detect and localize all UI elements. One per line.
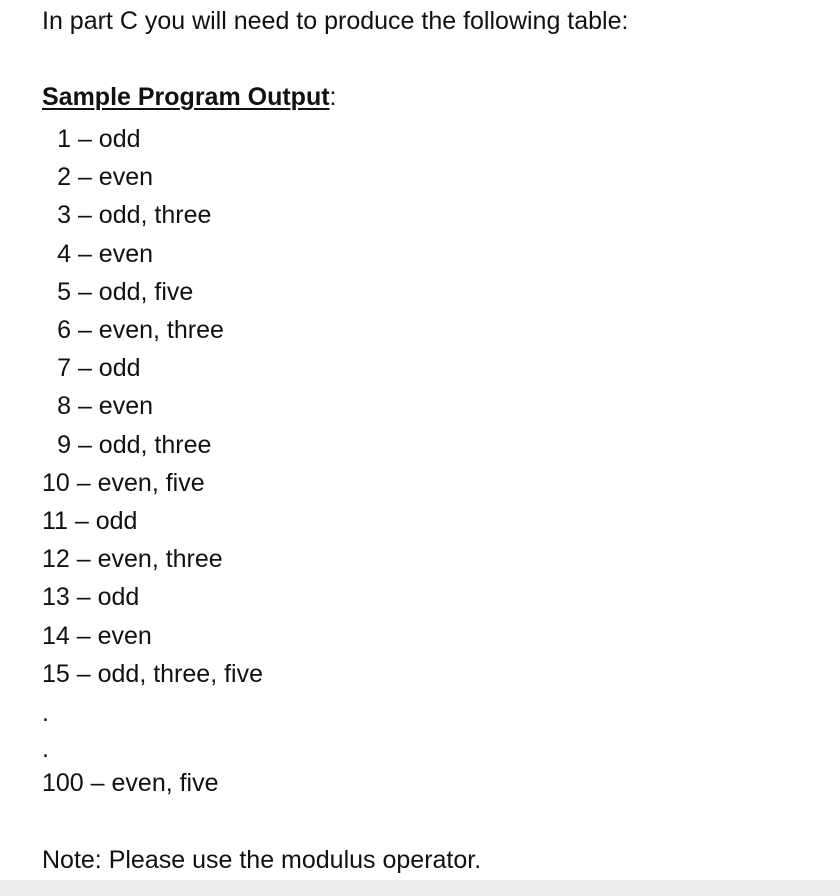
- output-list: [42, 120, 263, 693]
- section-heading: [42, 82, 337, 112]
- output-row: [42, 387, 263, 425]
- row-number: 1: [57, 125, 71, 154]
- output-row: [42, 196, 263, 234]
- row-text: – odd, three: [71, 430, 212, 459]
- output-row: [42, 578, 263, 616]
- row-text: – odd: [71, 125, 141, 154]
- output-row: [42, 502, 263, 540]
- output-row: [42, 540, 263, 578]
- row-text: – odd, three: [71, 201, 212, 230]
- row-number: 13: [42, 583, 70, 612]
- output-row: [42, 311, 263, 349]
- row-number: 2: [57, 163, 71, 192]
- row-text: – even: [71, 392, 154, 421]
- intro-text: In part C you will need to produce the following table:: [42, 7, 629, 35]
- row-number: 12: [42, 545, 70, 574]
- row-number: 5: [57, 277, 71, 306]
- last-output-row: 100 – even, five: [42, 769, 219, 797]
- row-number: 9: [57, 430, 71, 459]
- row-number: 7: [57, 354, 71, 383]
- output-row: [42, 158, 263, 196]
- row-number: 10: [42, 468, 70, 497]
- output-row: [42, 120, 263, 158]
- row-number: 6: [57, 316, 71, 345]
- row-number: 15: [42, 659, 70, 688]
- page-bottom-edge: [0, 880, 840, 896]
- row-text: – even: [71, 163, 154, 192]
- row-text: – even: [71, 239, 154, 268]
- row-number: 3: [57, 201, 71, 230]
- row-text: – odd: [67, 506, 138, 535]
- ellipsis-dot: .: [42, 735, 49, 763]
- row-number: 8: [57, 392, 71, 421]
- output-row: [42, 426, 263, 464]
- row-text: – odd, five: [71, 277, 194, 306]
- row-text: – even, three: [71, 316, 224, 345]
- output-row: [42, 273, 263, 311]
- row-text: – even: [69, 621, 152, 650]
- sample-output-heading: Sample Program Output: [42, 83, 330, 111]
- output-row: [42, 464, 263, 502]
- output-row: [42, 655, 263, 693]
- row-text: – even, five: [69, 468, 205, 497]
- heading-colon: :: [329, 83, 337, 111]
- note-text: Note: Please use the modulus operator.: [42, 846, 482, 874]
- row-text: – odd: [71, 354, 141, 383]
- output-row: [42, 349, 263, 387]
- row-text: – odd: [69, 583, 140, 612]
- row-text: – odd, three, five: [69, 659, 263, 688]
- row-number: 4: [57, 239, 71, 268]
- ellipsis-dot: .: [42, 699, 49, 727]
- row-number: 14: [42, 621, 70, 650]
- row-number: 11: [42, 506, 68, 535]
- output-row: [42, 616, 263, 654]
- row-text: – even, three: [69, 545, 223, 574]
- output-row: [42, 235, 263, 273]
